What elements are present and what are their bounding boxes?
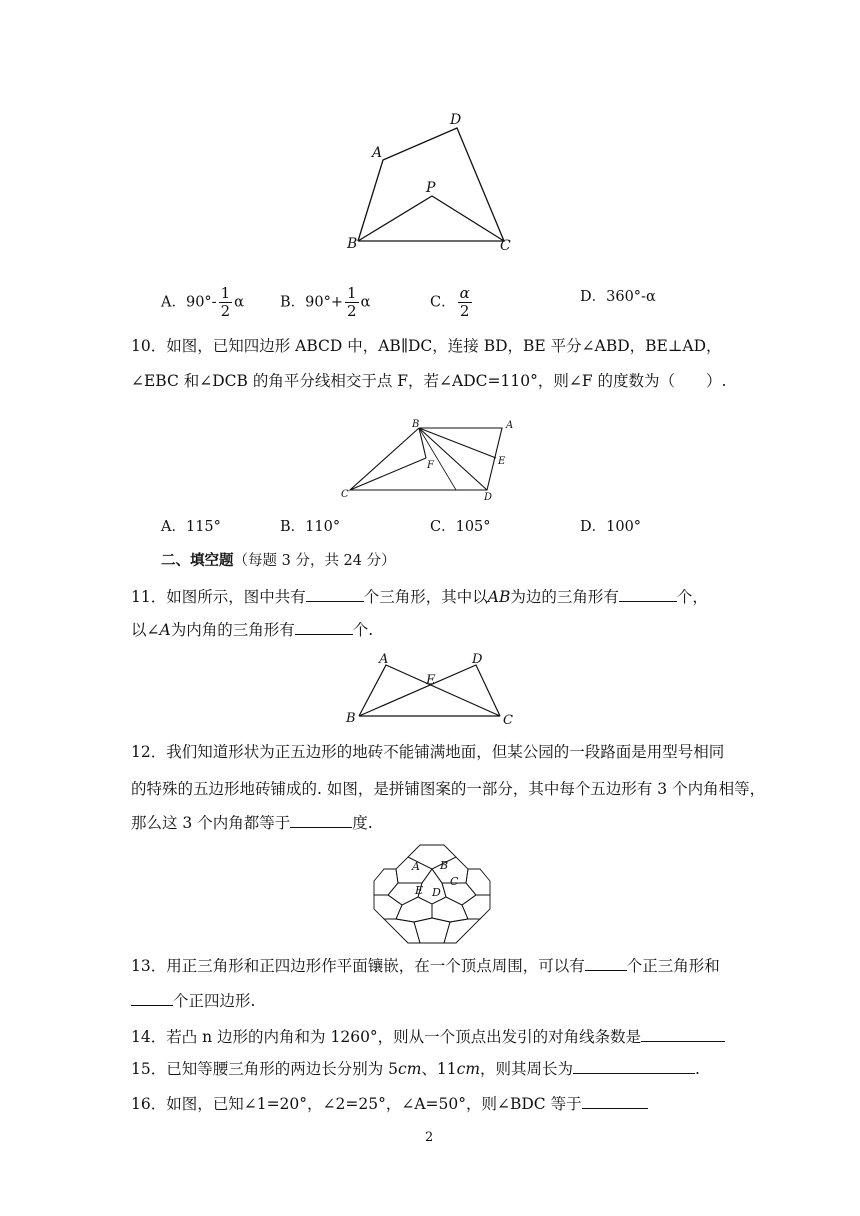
fig9-label-c: C <box>500 238 511 254</box>
fig9-label-d: D <box>450 112 462 128</box>
fig12-label-c: C <box>450 875 459 888</box>
page-number: 2 <box>425 1130 434 1145</box>
q13-blank-2 <box>131 991 173 1006</box>
q10-text-line1: 10．如图，已知四边形 ABCD 中，AB∥DC，连接 BD，BE 平分∠ABD，BE⊥AD， <box>131 337 722 355</box>
q11-blank-2 <box>619 587 677 602</box>
q10-option-a: A．115° <box>161 519 221 535</box>
fig10-label-d: D <box>484 492 493 503</box>
figure-q11-triangles <box>340 650 520 730</box>
q10-option-b: B．110° <box>280 519 341 535</box>
q14-blank <box>641 1027 725 1042</box>
q11-blank-1 <box>306 587 364 602</box>
fig11-label-e: E <box>426 673 436 688</box>
section-title: 二、填空题 <box>161 552 234 569</box>
q11-blank-3 <box>295 620 353 635</box>
fig9-label-b: B <box>347 236 358 252</box>
q9-option-d: D．360°-α <box>580 289 656 305</box>
fig11-label-d: D <box>472 652 483 667</box>
q10-text-line2: ∠EBC 和∠DCB 的角平分线相交于点 F，若∠ADC=110°，则∠F 的度数为（ ）. <box>131 372 727 390</box>
fig12-label-e: E <box>415 884 424 897</box>
fig10-label-b: B <box>412 419 420 430</box>
fig11-label-c: C <box>503 713 513 728</box>
q11-text-line2: 以∠A为内角的三角形有 个. <box>131 621 374 639</box>
q12-text-line1: 12．我们知道形状为正五边形的地砖不能铺满地面，但某公园的一段路面是用型号相同 <box>131 743 725 761</box>
figure-q10-quadrilateral <box>336 414 526 504</box>
fig10-label-e: E <box>498 456 506 467</box>
q16-blank <box>582 1094 648 1109</box>
figure-q12-pentagon-tiling <box>370 842 494 946</box>
fig10-label-c: C <box>341 489 349 500</box>
q16-text: 16．如图，已知∠1=20°，∠2=25°，∠A=50°，则∠BDC 等于 <box>131 1094 648 1114</box>
q14-text: 14．若凸 n 边形的内角和为 1260°，则从一个顶点出发引的对角线条数是 <box>131 1027 725 1047</box>
q13-blank-1 <box>585 956 627 971</box>
q15-blank <box>573 1059 695 1074</box>
q10-option-d: D．100° <box>580 519 642 535</box>
q12-text-line3: 那么这 3 个内角都等于 度. <box>131 814 373 832</box>
fig12-label-b: B <box>440 859 449 872</box>
fig12-label-a: A <box>412 860 420 873</box>
q9-option-b: B．90°+ $\frac{1}{2}$ α <box>280 284 371 320</box>
q12-text-line2: 的特殊的五边形地砖铺成的. 如图，是拼铺图案的一部分，其中每个五边形有 3 个内角相等， <box>131 780 766 798</box>
fig11-label-b: B <box>346 711 356 726</box>
q10-option-c: C．105° <box>430 519 491 535</box>
fig9-label-p: P <box>426 180 436 196</box>
q13-text-line1: 13．用正三角形和正四边形作平面镶嵌，在一个顶点周围，可以有 个正三角形和 <box>131 957 720 975</box>
q13-text-line2: 个正四边形. <box>131 991 255 1011</box>
section-heading <box>161 551 396 571</box>
section-note: （每题 3 分，共 24 分） <box>233 553 396 569</box>
fig10-label-a: A <box>506 420 514 431</box>
fig12-label-d: D <box>432 886 441 899</box>
q9-option-c: C． $\frac{\alpha}{2}$ <box>430 284 470 320</box>
q9-option-a: A．90°- $\frac{1}{2}$ α <box>161 284 244 320</box>
fig11-label-a: A <box>379 652 389 667</box>
q15-text: 15．已知等腰三角形的两边长分别为 5cm、11cm，则其周长为 . <box>131 1060 700 1078</box>
q12-blank <box>290 813 352 828</box>
q11-text-line1: 11．如图所示，图中共有 个三角形，其中以AB为边的三角形有 个， <box>131 588 708 606</box>
fig9-label-a: A <box>372 145 383 161</box>
figure-quadrilateral-abcd-p <box>340 108 520 254</box>
fig10-label-f: F <box>427 460 434 471</box>
